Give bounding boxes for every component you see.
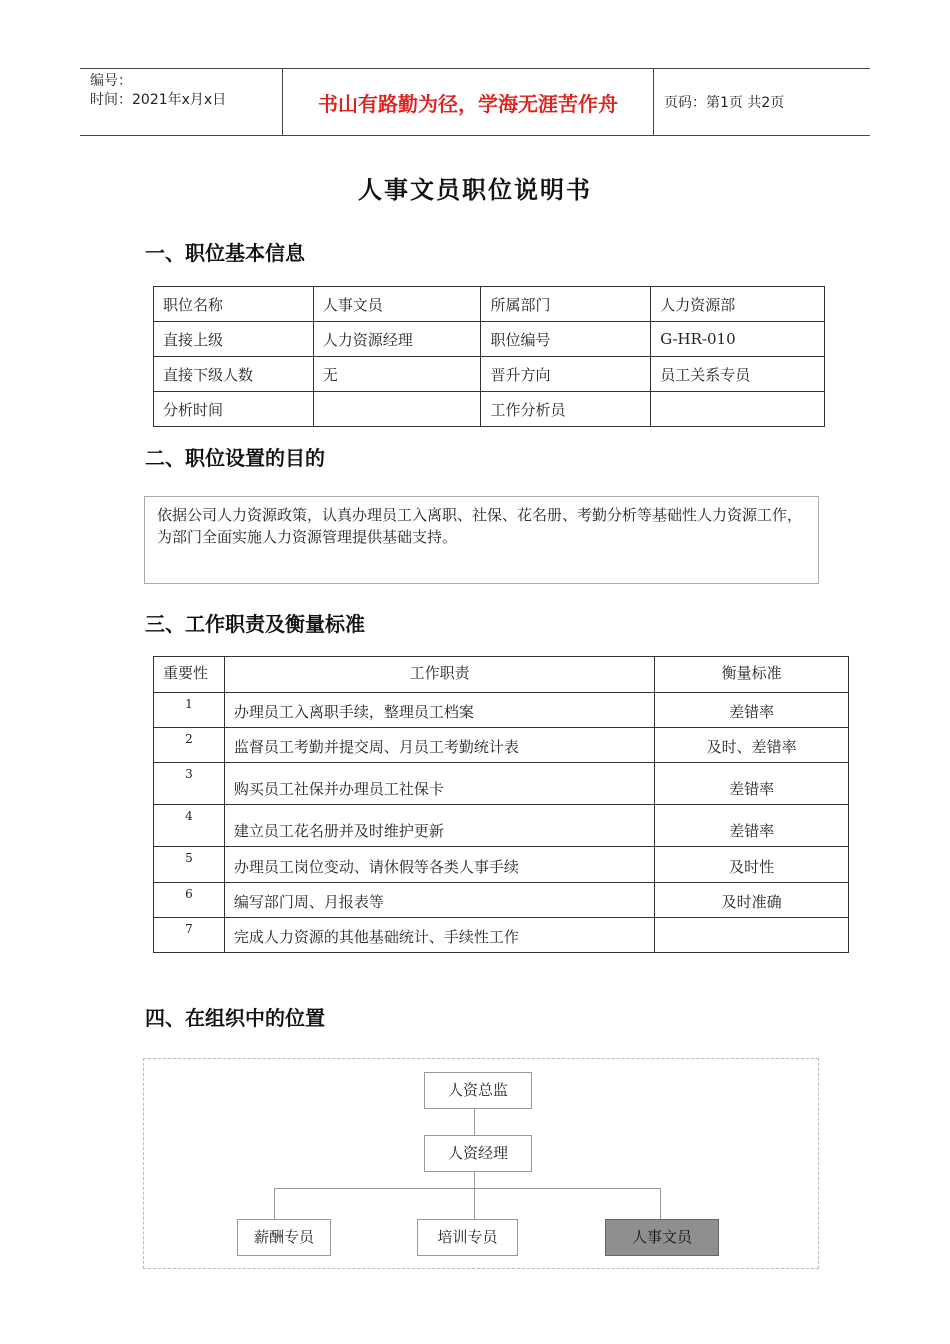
purpose-text: 依据公司人力资源政策，认真办理员工入离职、社保、花名册、考勤分析等基础性人力资源工作，为部门全面实施人力资源管理提供基础支持。 bbox=[144, 496, 819, 584]
table-cell: 所属部门 bbox=[481, 287, 651, 322]
table-row bbox=[154, 357, 825, 392]
header-importance: 重要性 bbox=[154, 657, 225, 693]
duty-standard: 差错率 bbox=[655, 763, 849, 805]
table-cell: 员工关系专员 bbox=[651, 357, 825, 392]
table-row bbox=[154, 287, 825, 322]
table-cell: 直接上级 bbox=[154, 322, 314, 357]
header-page-info: 页码：第1页 共2页 bbox=[664, 95, 785, 111]
duty-number: 6 bbox=[154, 883, 225, 918]
table-row bbox=[154, 693, 849, 728]
table-cell: 无 bbox=[313, 357, 481, 392]
basic-info-table bbox=[153, 286, 825, 427]
connector-line bbox=[274, 1188, 660, 1189]
duty-number: 7 bbox=[154, 918, 225, 953]
table-cell: G-HR-010 bbox=[651, 322, 825, 357]
table-cell: 晋升方向 bbox=[481, 357, 651, 392]
connector-line bbox=[660, 1188, 661, 1219]
duty-standard bbox=[655, 918, 849, 953]
doc-number-label: 编号： bbox=[90, 73, 132, 89]
duty-text: 完成人力资源的其他基础统计、手续性工作 bbox=[224, 918, 654, 953]
duty-number: 5 bbox=[154, 847, 225, 883]
document-header bbox=[80, 68, 870, 136]
duty-number: 4 bbox=[154, 805, 225, 847]
header-duty: 工作职责 bbox=[224, 657, 654, 693]
section-heading-duties: 三、工作职责及衡量标准 bbox=[145, 612, 365, 636]
org-node-compensation: 薪酬专员 bbox=[237, 1219, 331, 1256]
table-row bbox=[154, 883, 849, 918]
table-cell: 工作分析员 bbox=[481, 392, 651, 427]
table-row bbox=[154, 918, 849, 953]
section-heading-basic-info: 一、职位基本信息 bbox=[145, 241, 305, 265]
connector-line bbox=[474, 1188, 475, 1219]
duty-text: 监督员工考勤并提交周、月员工考勤统计表 bbox=[224, 728, 654, 763]
doc-time-label: 时间：2021年x月x日 bbox=[90, 92, 227, 108]
table-cell: 人力资源经理 bbox=[313, 322, 481, 357]
table-row bbox=[154, 763, 849, 805]
header-meta bbox=[80, 69, 282, 135]
table-row bbox=[154, 392, 825, 427]
org-node-training: 培训专员 bbox=[417, 1219, 518, 1256]
org-node-hr-clerk-highlighted: 人事文员 bbox=[605, 1219, 719, 1256]
duty-text: 编写部门周、月报表等 bbox=[224, 883, 654, 918]
duty-text: 办理员工岗位变动、请休假等各类人事手续 bbox=[224, 847, 654, 883]
section-heading-purpose: 二、职位设置的目的 bbox=[145, 446, 325, 470]
duty-standard: 及时、差错率 bbox=[655, 728, 849, 763]
duty-text: 办理员工入离职手续，整理员工档案 bbox=[224, 693, 654, 728]
duty-number: 3 bbox=[154, 763, 225, 805]
duty-text: 购买员工社保并办理员工社保卡 bbox=[224, 763, 654, 805]
table-cell bbox=[651, 392, 825, 427]
table-cell: 职位编号 bbox=[481, 322, 651, 357]
org-chart bbox=[143, 1058, 819, 1269]
duty-number: 1 bbox=[154, 693, 225, 728]
table-cell: 直接下级人数 bbox=[154, 357, 314, 392]
org-node-director: 人资总监 bbox=[424, 1072, 532, 1109]
duty-standard: 及时性 bbox=[655, 847, 849, 883]
duty-standard: 差错率 bbox=[655, 805, 849, 847]
table-row bbox=[154, 805, 849, 847]
connector-line bbox=[474, 1109, 475, 1135]
table-cell: 人力资源部 bbox=[651, 287, 825, 322]
org-node-manager: 人资经理 bbox=[424, 1135, 532, 1172]
duty-number: 2 bbox=[154, 728, 225, 763]
duty-standard: 差错率 bbox=[655, 693, 849, 728]
header-standard: 衡量标准 bbox=[655, 657, 849, 693]
section-heading-position: 四、在组织中的位置 bbox=[145, 1006, 325, 1030]
table-cell: 职位名称 bbox=[154, 287, 314, 322]
connector-line bbox=[274, 1188, 275, 1219]
duty-standard: 及时准确 bbox=[655, 883, 849, 918]
table-cell: 分析时间 bbox=[154, 392, 314, 427]
table-cell: 人事文员 bbox=[313, 287, 481, 322]
header-motto: 书山有路勤为径，学海无涯苦作舟 bbox=[282, 69, 654, 135]
duty-text: 建立员工花名册并及时维护更新 bbox=[224, 805, 654, 847]
duties-table bbox=[153, 656, 849, 953]
table-row bbox=[154, 322, 825, 357]
table-row bbox=[154, 847, 849, 883]
document-title: 人事文员职位说明书 bbox=[358, 175, 592, 204]
connector-line bbox=[474, 1172, 475, 1188]
table-row bbox=[154, 728, 849, 763]
table-cell bbox=[313, 392, 481, 427]
table-header-row bbox=[154, 657, 849, 693]
